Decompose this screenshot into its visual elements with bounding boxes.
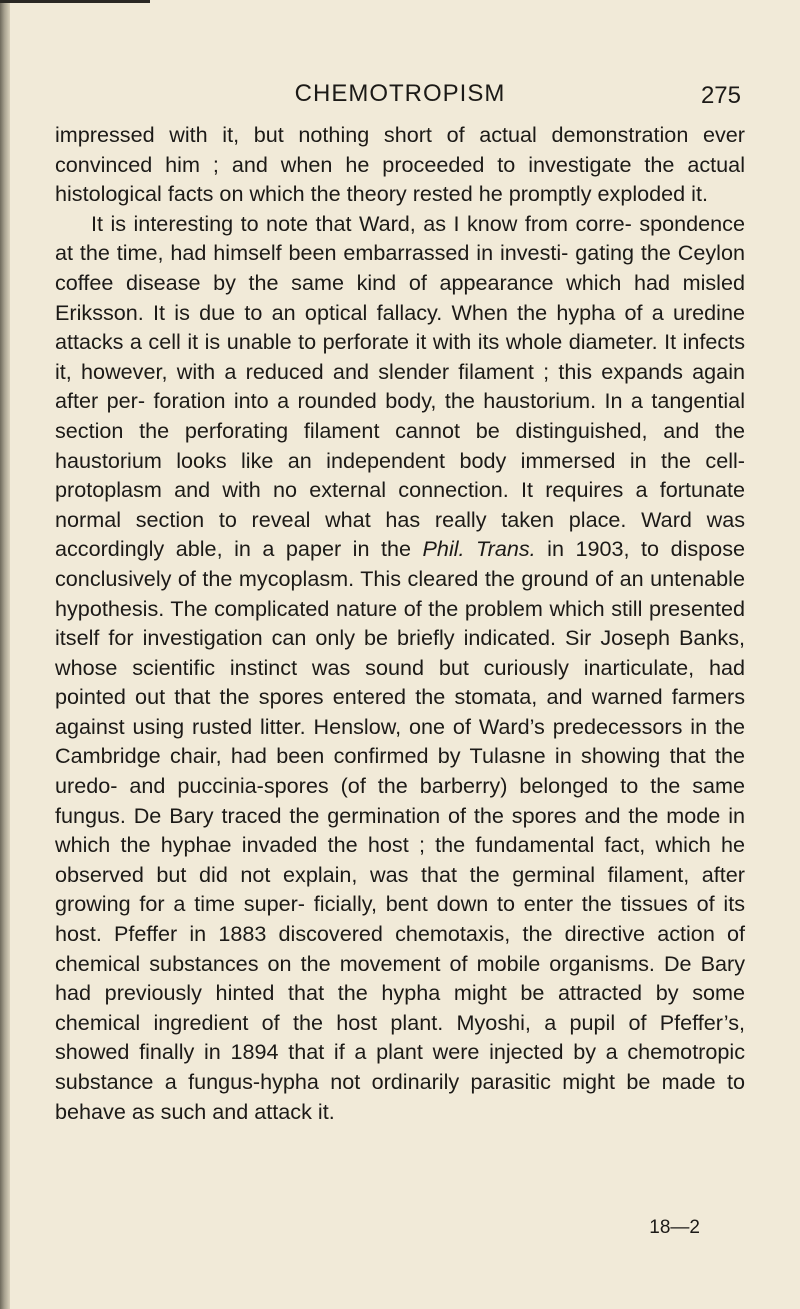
book-page <box>55 80 745 1126</box>
running-head <box>55 80 745 116</box>
body-text <box>55 120 745 1126</box>
paragraph-ward <box>55 209 745 1126</box>
running-head-title: CHEMOTROPISM <box>294 80 506 107</box>
signature-mark: 18—2 <box>649 1217 700 1238</box>
paragraph-continued: impressed with it, but nothing short of actual demonstration ever convinced him ; and when he proceeded to investigate the actual histological facts on which the theory rested he promptly exploded it. <box>55 122 745 207</box>
paragraph-text-after-citation: in 1903, to dispose conclusively of the mycoplasm. This cleared the ground of an untenable hypothesis. The complicated nature of the problem which still presented itself for investigation can only be briefly indicated. Sir Joseph Banks, whose scientific instinct was sound but curiously inarticulate, had pointed out that the spores entered the stomata, and warned farmers against using rusted litter. Henslow, one of Ward’s predecessors in the Cambridge chair, had been confirmed by Tulasne in showing that the uredo- and puccinia-spores (of the barberry) belonged to the same fungus. De Bary traced the germination of the spores and the mode in which the hyphae invaded the host ; the fundamental fact, which he observed but did not explain, was that the germinal filament, after growing for a time super- ficially, bent down to enter the tissues of its host. Pfeffer in 1883 discovered chemotaxis, the directive action of chemical substances on the movement of mobile organisms. De Bary had previously hinted that the hypha might be attracted by some chemical ingredient of the host plant. Myoshi, a pupil of Pfeffer’s, showed finally in 1894 that if a plant were injected by a chemotropic substance a fungus-hypha not ordinarily parasitic might be made to behave as such and attack it. <box>55 536 745 1124</box>
paragraph-text-before-citation: It is interesting to note that Ward, as I know from corre- spondence at the time, had himself been embarrassed in investi- gating the Ceylon coffee disease by the same kind of appearance which had misled Eriksson. It is due to an optical fallacy. When the hypha of a uredine attacks a cell it is unable to perforate it with its whole diameter. It infects it, however, with a reduced and slender filament ; this expands again after per- foration into a rounded body, the haustorium. In a tangential section the perforating filament cannot be distinguished, and the haustorium looks like an independent body immersed in the cell-protoplasm and with no external connection. It requires a fortunate normal section to reveal what has really taken place. Ward was accordingly able, in a paper in the <box>55 210 745 562</box>
page-spine-shadow <box>0 0 10 1309</box>
top-edge-rule <box>0 0 150 3</box>
page-number: 275 <box>700 82 741 109</box>
journal-citation: Phil. Trans. <box>422 536 536 562</box>
